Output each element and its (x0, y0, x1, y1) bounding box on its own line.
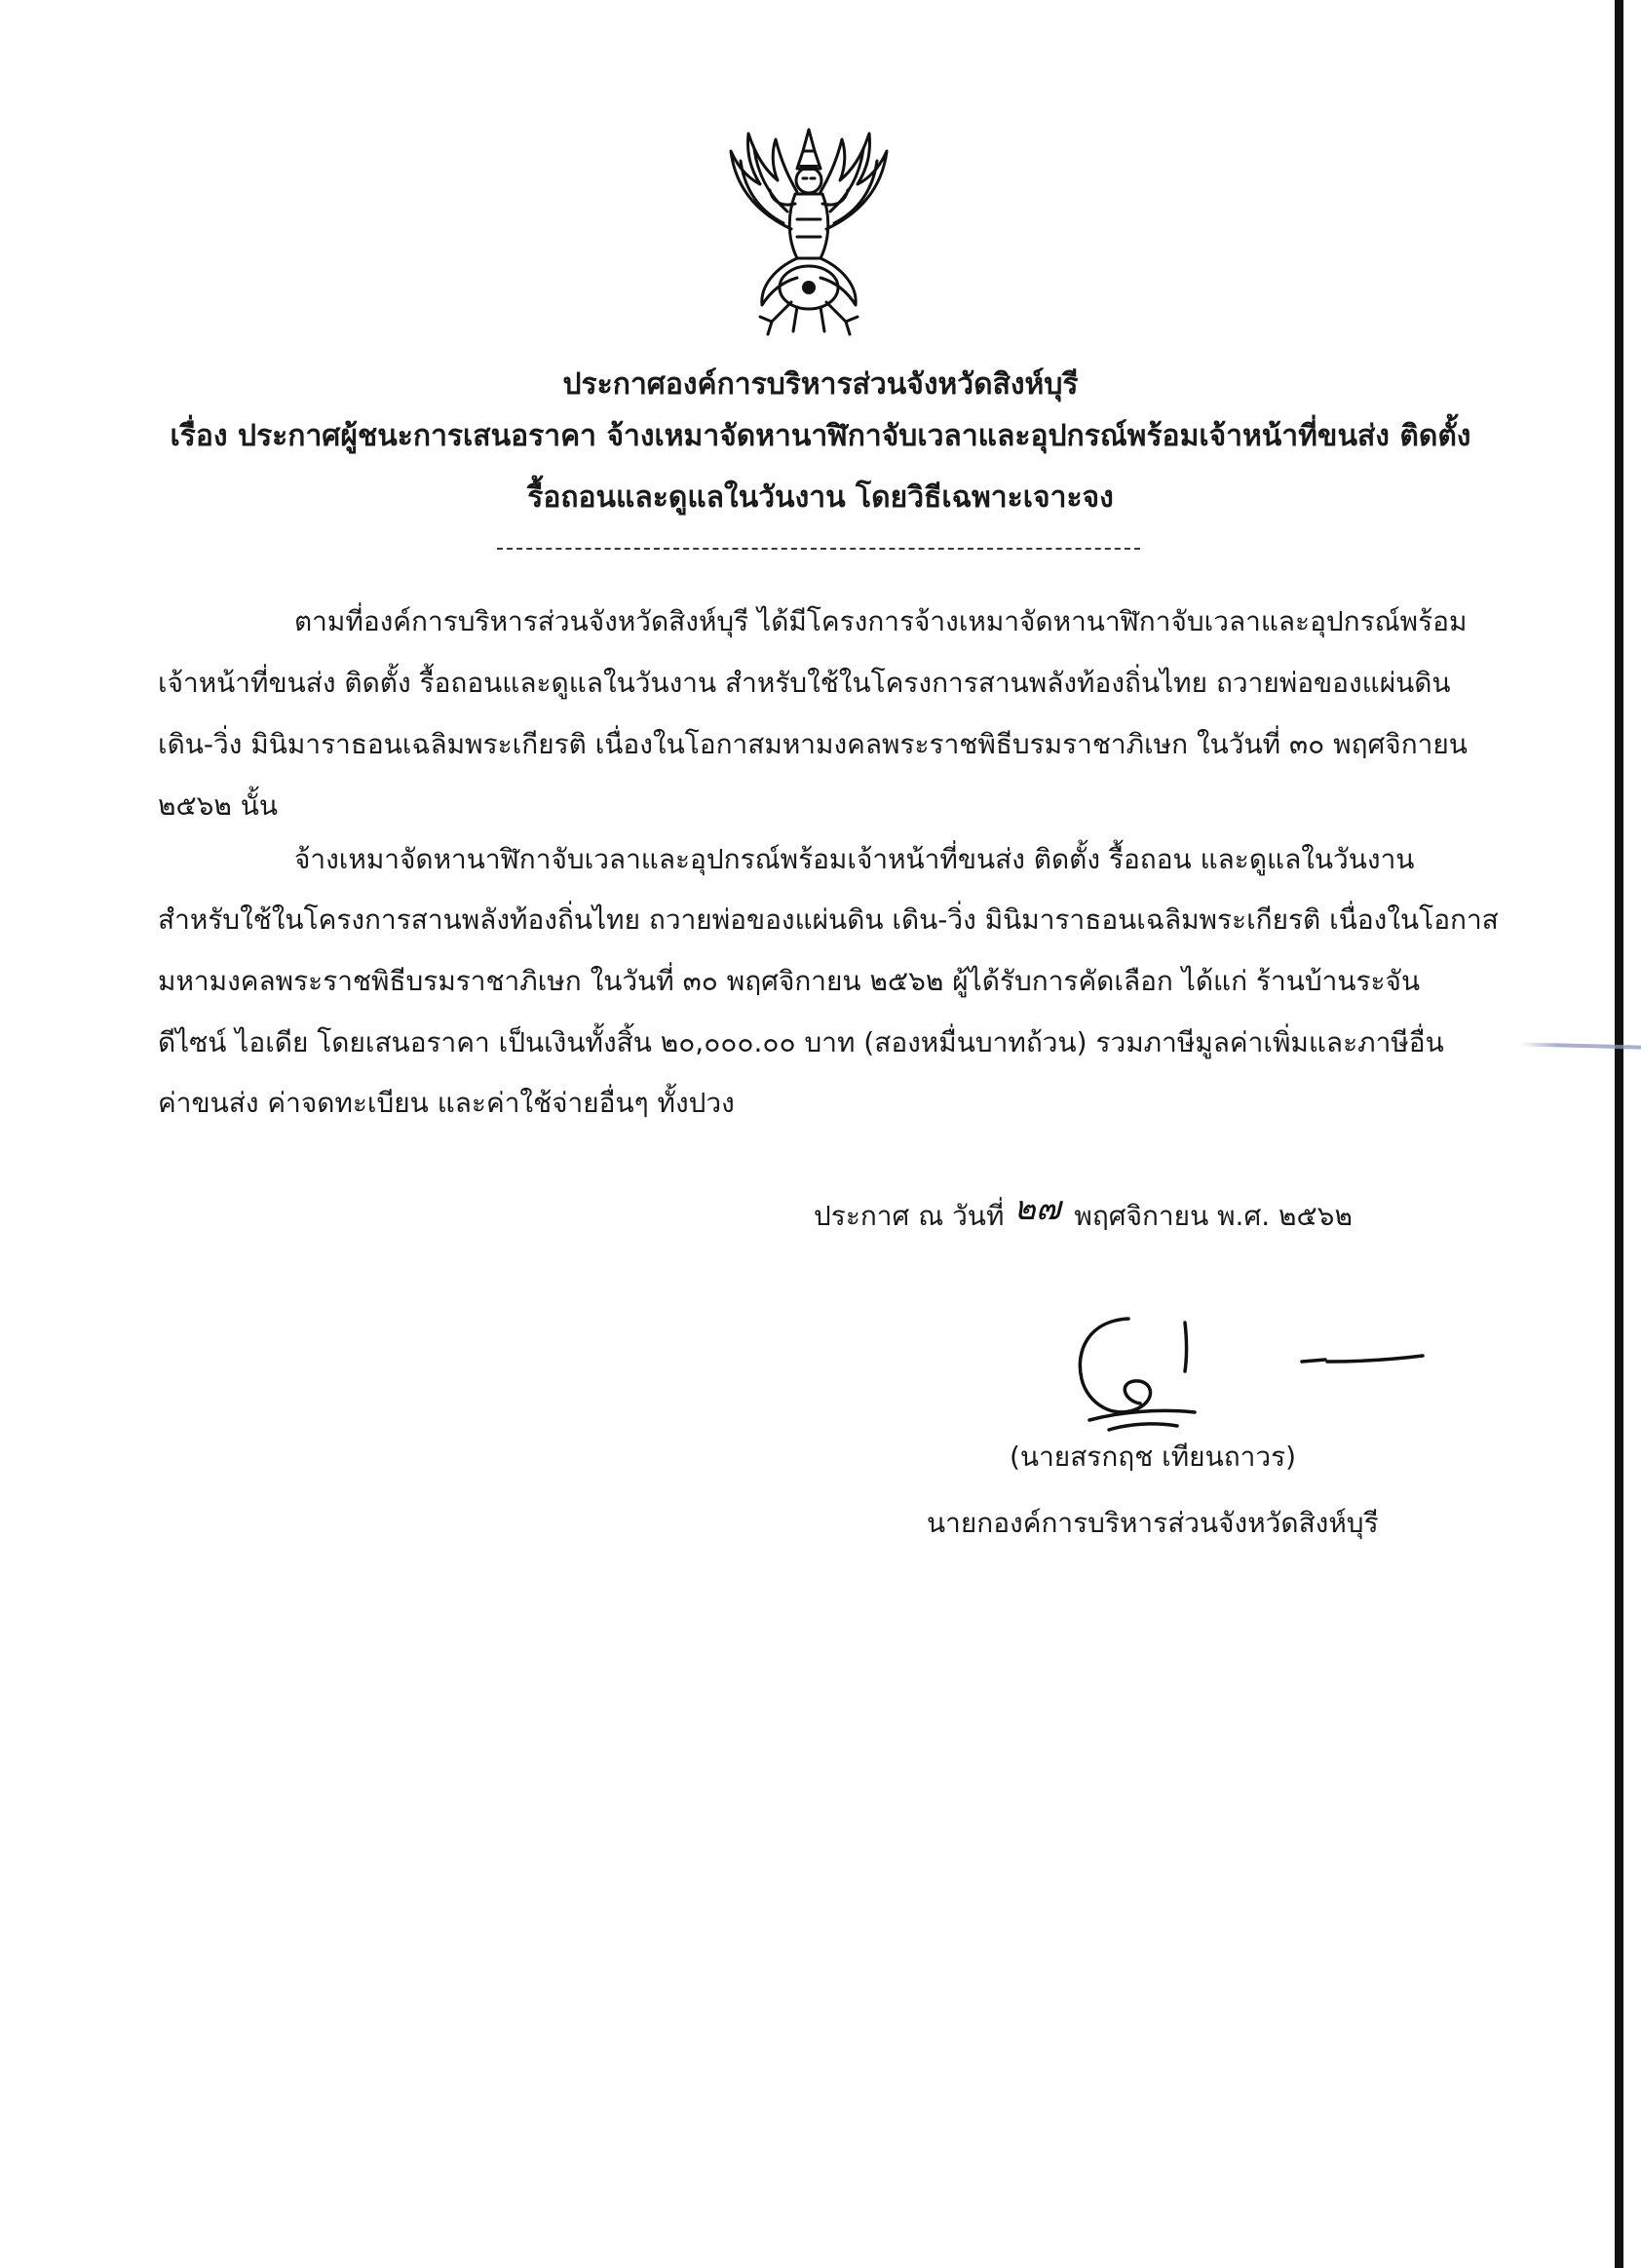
paragraph-1-line-3: เดิน-วิ่ง มินิมาราธอนเฉลิมพระเกียรติ เนื่องในโอกาสมหามงคลพระราชพิธีบรมราชาภิเษก ในวันที่ ๓๐ พฤศจิกายน (158, 728, 1468, 760)
signer-name: (นายสรกฤช เทียนถาวร) (1010, 1441, 1297, 1473)
date-prefix: ประกาศ ณ วันที่ (814, 1200, 1005, 1232)
paragraph-1-line-1: ตามที่องค์การบริหารส่วนจังหวัดสิงห์บุรี ได้มีโครงการจ้างเหมาจัดหานาฬิกาจับเวลาและอุปกรณ์พร้อม (294, 605, 1468, 637)
paragraph-2-line-1: จ้างเหมาจัดหานาฬิกาจับเวลาและอุปกรณ์พร้อมเจ้าหน้าที่ขนส่ง ติดตั้ง รื้อถอน และดูแลในวันงาน (294, 843, 1415, 875)
paragraph-2-line-2: สำหรับใช้ในโครงการสานพลังท้องถิ่นไทย ถวายพ่อของแผ่นดิน เดิน-วิ่ง มินิมาราธอนเฉลิมพระเกียรติ เนื่องในโอกาส (158, 903, 1499, 936)
subject-line-2: รื้อถอนและดูแลในวันงาน โดยวิธีเฉพาะเจาะจง (527, 481, 1114, 515)
paragraph-2-line-3: มหามงคลพระราชพิธีบรมราชาภิเษก ในวันที่ ๓๐ พฤศจิกายน ๒๕๖๒ ผู้ได้รับการคัดเลือก ได้แก่ ร้านบ้านระจัน (158, 965, 1421, 997)
paragraph-1-line-4: ๒๕๖๒ นั้น (158, 789, 279, 822)
paragraph-2-line-4: ดีไซน์ ไอเดีย โดยเสนอราคา เป็นเงินทั้งสิ้น ๒๐,๐๐๐.๐๐ บาท (สองหมื่นบาทถ้วน) รวมภาษีมูลค่าเพิ่มและภาษีอื่น (158, 1026, 1444, 1058)
paragraph-2-line-5: ค่าขนส่ง ค่าจดทะเบียน และค่าใช้จ่ายอื่นๆ ทั้งปวง (158, 1087, 735, 1119)
dashed-divider (497, 548, 1140, 550)
garuda-emblem-icon (682, 122, 935, 341)
handwritten-signature (1070, 1311, 1440, 1438)
date-suffix: พฤศจิกายน พ.ศ. ๒๕๖๒ (1074, 1200, 1353, 1232)
announcement-title: ประกาศองค์การบริหารส่วนจังหวัดสิงห์บุรี (562, 367, 1079, 402)
announcement-date (814, 1189, 1353, 1236)
signer-position: นายกองค์การบริหารส่วนจังหวัดสิงห์บุรี (927, 1507, 1379, 1539)
paragraph-1-line-2: เจ้าหน้าที่ขนส่ง ติดตั้ง รื้อถอนและดูแลในวันงาน สำหรับใช้ในโครงการสานพลังท้องถิ่นไทย ถวายพ่อของแผ่นดิน (158, 667, 1451, 699)
date-day-handwritten: ๒๗ (1013, 1189, 1061, 1228)
subject-line-1: เรื่อง ประกาศผู้ชนะการเสนอราคา จ้างเหมาจัดหานาฬิกาจับเวลาและอุปกรณ์พร้อมเจ้าหน้าที่ขนส่ง ติดตั้ง (170, 419, 1471, 453)
scan-edge-border (1615, 0, 1623, 2268)
